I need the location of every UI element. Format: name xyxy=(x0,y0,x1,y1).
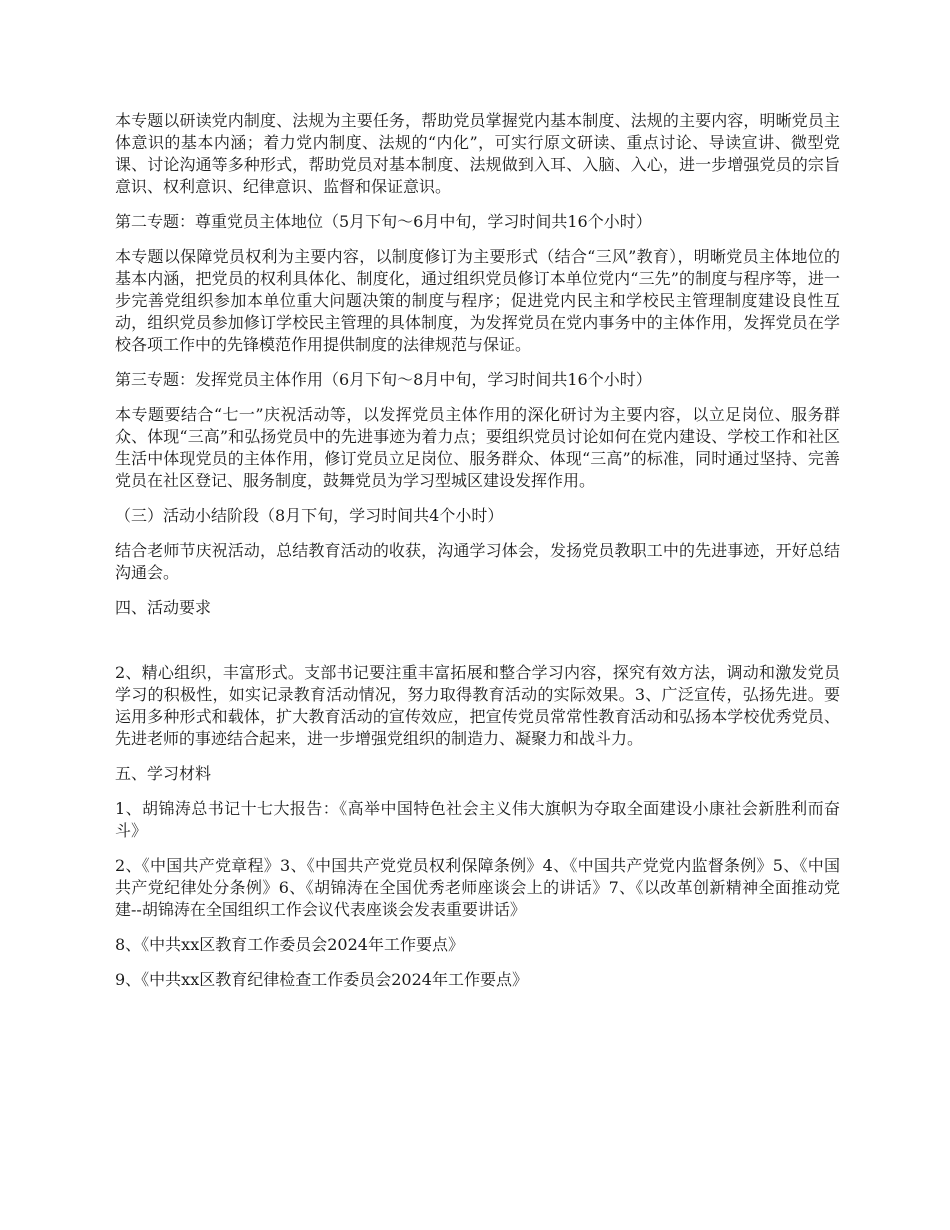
paragraph-summary-body: 结合老师节庆祝活动，总结教育活动的收获，沟通学习体会，发扬党员教职工中的先进事迹，开好总结沟通会。 xyxy=(115,541,840,582)
material-item-9: 9、《中共xx区教育纪律检查工作委员会2024年工作要点》 xyxy=(115,970,528,989)
paragraph-topic3-body: 本专题要结合“七一”庆祝活动等，以发挥党员主体作用的深化研讨为主要内容，以立足岗位、服务群众、体现“三高”和弘扬党员中的先进事迹为着力点；要组织党员讨论如何在党内建设、学校工作和社区生活中体现党员的主体作用，修订党员立足岗位、服务群众、体现“三高”的标准，同时通过坚持、完善党员在社区登记、服务制度，鼓舞党员为学习型城区建设发挥作用。 xyxy=(115,405,840,490)
heading-topic2: 第二专题：尊重党员主体地位（5月下旬～6月中旬，学习时间共16个小时） xyxy=(115,212,652,231)
paragraph-requirements-body: 2、精心组织，丰富形式。支部书记要注重丰富拓展和整合学习内容，探究有效方法，调动和激发党员学习的积极性，如实记录教育活动情况，努力取得教育活动的实际效果。3、广泛宣传，弘扬先进。要运用多种形式和载体，扩大教育活动的宣传效应，把宣传党员常常性教育活动和弘扬本学校优秀党员、先进老师的事迹结合起来，进一步增强党组织的制造力、凝聚力和战斗力。 xyxy=(115,663,840,748)
material-item-1: 1、胡锦涛总书记十七大报告：《高举中国特色社会主义伟大旗帜为夺取全面建设小康社会新胜利而奋斗》 xyxy=(115,799,840,840)
blank-gap xyxy=(115,632,840,662)
heading-requirements: 四、活动要求 xyxy=(115,598,212,617)
material-items-2-7: 2、《中国共产党章程》3、《中国共产党党员权利保障条例》4、《中国共产党党内监督条例》5、《中国共产党纪律处分条例》6、《胡锦涛在全国优秀老师座谈会上的讲话》7、《以改革创新精神全面推动党建--胡锦涛在全国组织工作会议代表座谈会发表重要讲话》 xyxy=(115,856,840,919)
document-page xyxy=(115,110,840,1004)
heading-materials: 五、学习材料 xyxy=(115,764,212,783)
heading-summary-stage: （三）活动小结阶段（8月下旬，学习时间共4个小时） xyxy=(115,506,504,525)
material-item-8: 8、《中共xx区教育工作委员会2024年工作要点》 xyxy=(115,935,464,954)
heading-topic3: 第三专题：发挥党员主体作用（6月下旬～8月中旬，学习时间共16个小时） xyxy=(115,370,652,389)
paragraph-topic2-body: 本专题以保障党员权利为主要内容，以制度修订为主要形式（结合“三风”教育），明晰党员主体地位的基本内涵，把党员的权利具体化、制度化，通过组织党员修订本单位党内“三先”的制度与程序等，进一步完善党组织参加本单位重大问题决策的制度与程序；促进党内民主和学校民主管理制度建设良性互动，组织党员参加修订学校民主管理的具体制度，为发挥党员在党内事务中的主体作用，发挥党员在学校各项工作中的先锋模范作用提供制度的法律规范与保证。 xyxy=(115,247,840,354)
paragraph-topic1-body: 本专题以研读党内制度、法规为主要任务，帮助党员掌握党内基本制度、法规的主要内容，明晰党员主体意识的基本内涵；着力党内制度、法规的“内化”，可实行原文研读、重点讨论、导读宣讲、微型党课、讨论沟通等多种形式，帮助党员对基本制度、法规做到入耳、入脑、入心，进一步增强党员的宗旨意识、权利意识、纪律意识、监督和保证意识。 xyxy=(115,111,840,196)
